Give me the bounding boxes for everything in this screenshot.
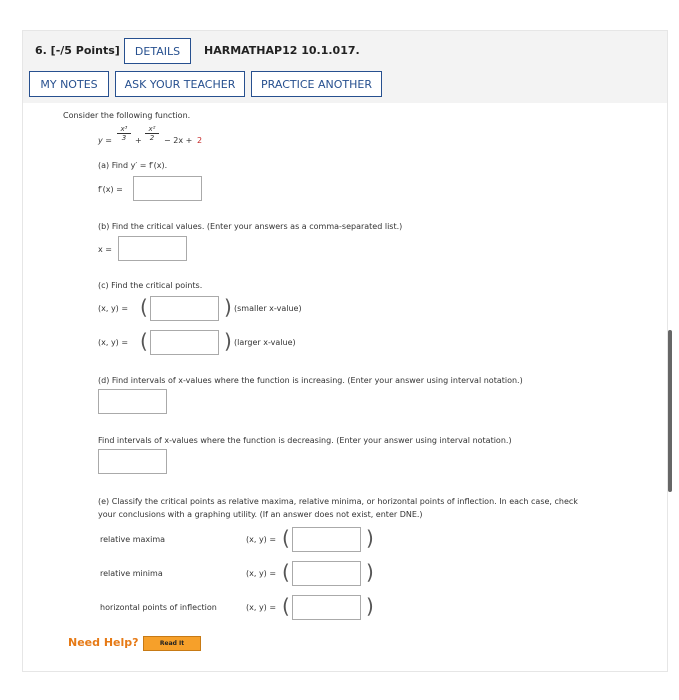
- paren-close: ): [366, 560, 374, 584]
- part-c-row1-label: (x, y) =: [98, 304, 129, 313]
- part-b-input[interactable]: [118, 236, 187, 261]
- paren-open: (: [282, 526, 290, 550]
- scrollbar-thumb[interactable]: [668, 330, 672, 492]
- eq-plus: +: [135, 136, 142, 145]
- question-number: 6. [-/5 Points]: [35, 44, 120, 57]
- part-e-prompt-line2: your conclusions with a graphing utility. (If an answer does not exist, enter DNE.): [98, 510, 423, 519]
- part-e-prompt-line1: (e) Classify the critical points as relative maxima, relative minima, or horizontal points of inflection. In each case, check: [98, 497, 578, 506]
- paren-close: ): [366, 594, 374, 618]
- part-c-prompt: (c) Find the critical points.: [98, 281, 203, 290]
- fraction-2: [145, 125, 159, 142]
- eq-tail: − 2x +: [164, 136, 193, 145]
- details-button[interactable]: DETAILS: [124, 38, 191, 64]
- part-e-xy-label: (x, y) =: [246, 603, 277, 612]
- part-e-row-label: relative maxima: [100, 535, 166, 544]
- part-c-row1-note: (smaller x-value): [234, 304, 302, 313]
- fraction-1: [117, 125, 131, 142]
- paren-open: (: [282, 594, 290, 618]
- eq-constant: 2: [197, 136, 203, 145]
- part-c-row2-note: (larger x-value): [234, 338, 296, 347]
- part-c-row2-label: (x, y) =: [98, 338, 129, 347]
- part-c-input-larger[interactable]: [150, 330, 219, 355]
- my-notes-button[interactable]: MY NOTES: [29, 71, 109, 97]
- fraction-1-numerator: x³: [117, 125, 131, 134]
- eq-y: y =: [98, 136, 112, 145]
- relative-minima-input[interactable]: [292, 561, 361, 586]
- fraction-1-denominator: 3: [121, 134, 127, 142]
- paren-open: (: [140, 329, 148, 353]
- part-e-xy-label: (x, y) =: [246, 569, 277, 578]
- question-card: [22, 30, 668, 672]
- paren-close: ): [366, 526, 374, 550]
- ask-teacher-button[interactable]: ASK YOUR TEACHER: [115, 71, 245, 97]
- part-a-label: f′(x) =: [98, 185, 123, 194]
- part-a-prompt: (a) Find y′ = f′(x).: [98, 161, 168, 170]
- paren-open: (: [282, 560, 290, 584]
- part-e-row-label: relative minima: [100, 569, 163, 578]
- part-b-prompt: (b) Find the critical values. (Enter your answers as a comma-separated list.): [98, 222, 403, 231]
- horizontal-inflection-input[interactable]: [292, 595, 361, 620]
- paren-open: (: [140, 295, 148, 319]
- part-c-input-smaller[interactable]: [150, 296, 219, 321]
- part-a-input[interactable]: [133, 176, 202, 201]
- part-d-decreasing-input[interactable]: [98, 449, 167, 474]
- read-it-button[interactable]: Read It: [143, 636, 201, 651]
- paren-close: ): [224, 329, 232, 353]
- part-d-increasing-prompt: (d) Find intervals of x-values where the function is increasing. (Enter your answer using interval notation.): [98, 376, 523, 385]
- part-b-label: x =: [98, 245, 112, 254]
- intro-text: Consider the following function.: [63, 111, 191, 120]
- part-e-xy-label: (x, y) =: [246, 535, 277, 544]
- part-d-decreasing-prompt: Find intervals of x-values where the function is decreasing. (Enter your answer using interval notation.): [98, 436, 512, 445]
- practice-another-button[interactable]: PRACTICE ANOTHER: [251, 71, 382, 97]
- part-e-row-label: horizontal points of inflection: [100, 603, 217, 612]
- paren-close: ): [224, 295, 232, 319]
- relative-maxima-input[interactable]: [292, 527, 361, 552]
- question-content: [23, 103, 667, 671]
- question-code: HARMATHAP12 10.1.017.: [204, 44, 360, 57]
- fraction-2-denominator: 2: [149, 134, 155, 142]
- part-d-increasing-input[interactable]: [98, 389, 167, 414]
- fraction-2-numerator: x²: [145, 125, 159, 134]
- question-header: [23, 31, 667, 103]
- need-help-label: Need Help?: [68, 636, 139, 649]
